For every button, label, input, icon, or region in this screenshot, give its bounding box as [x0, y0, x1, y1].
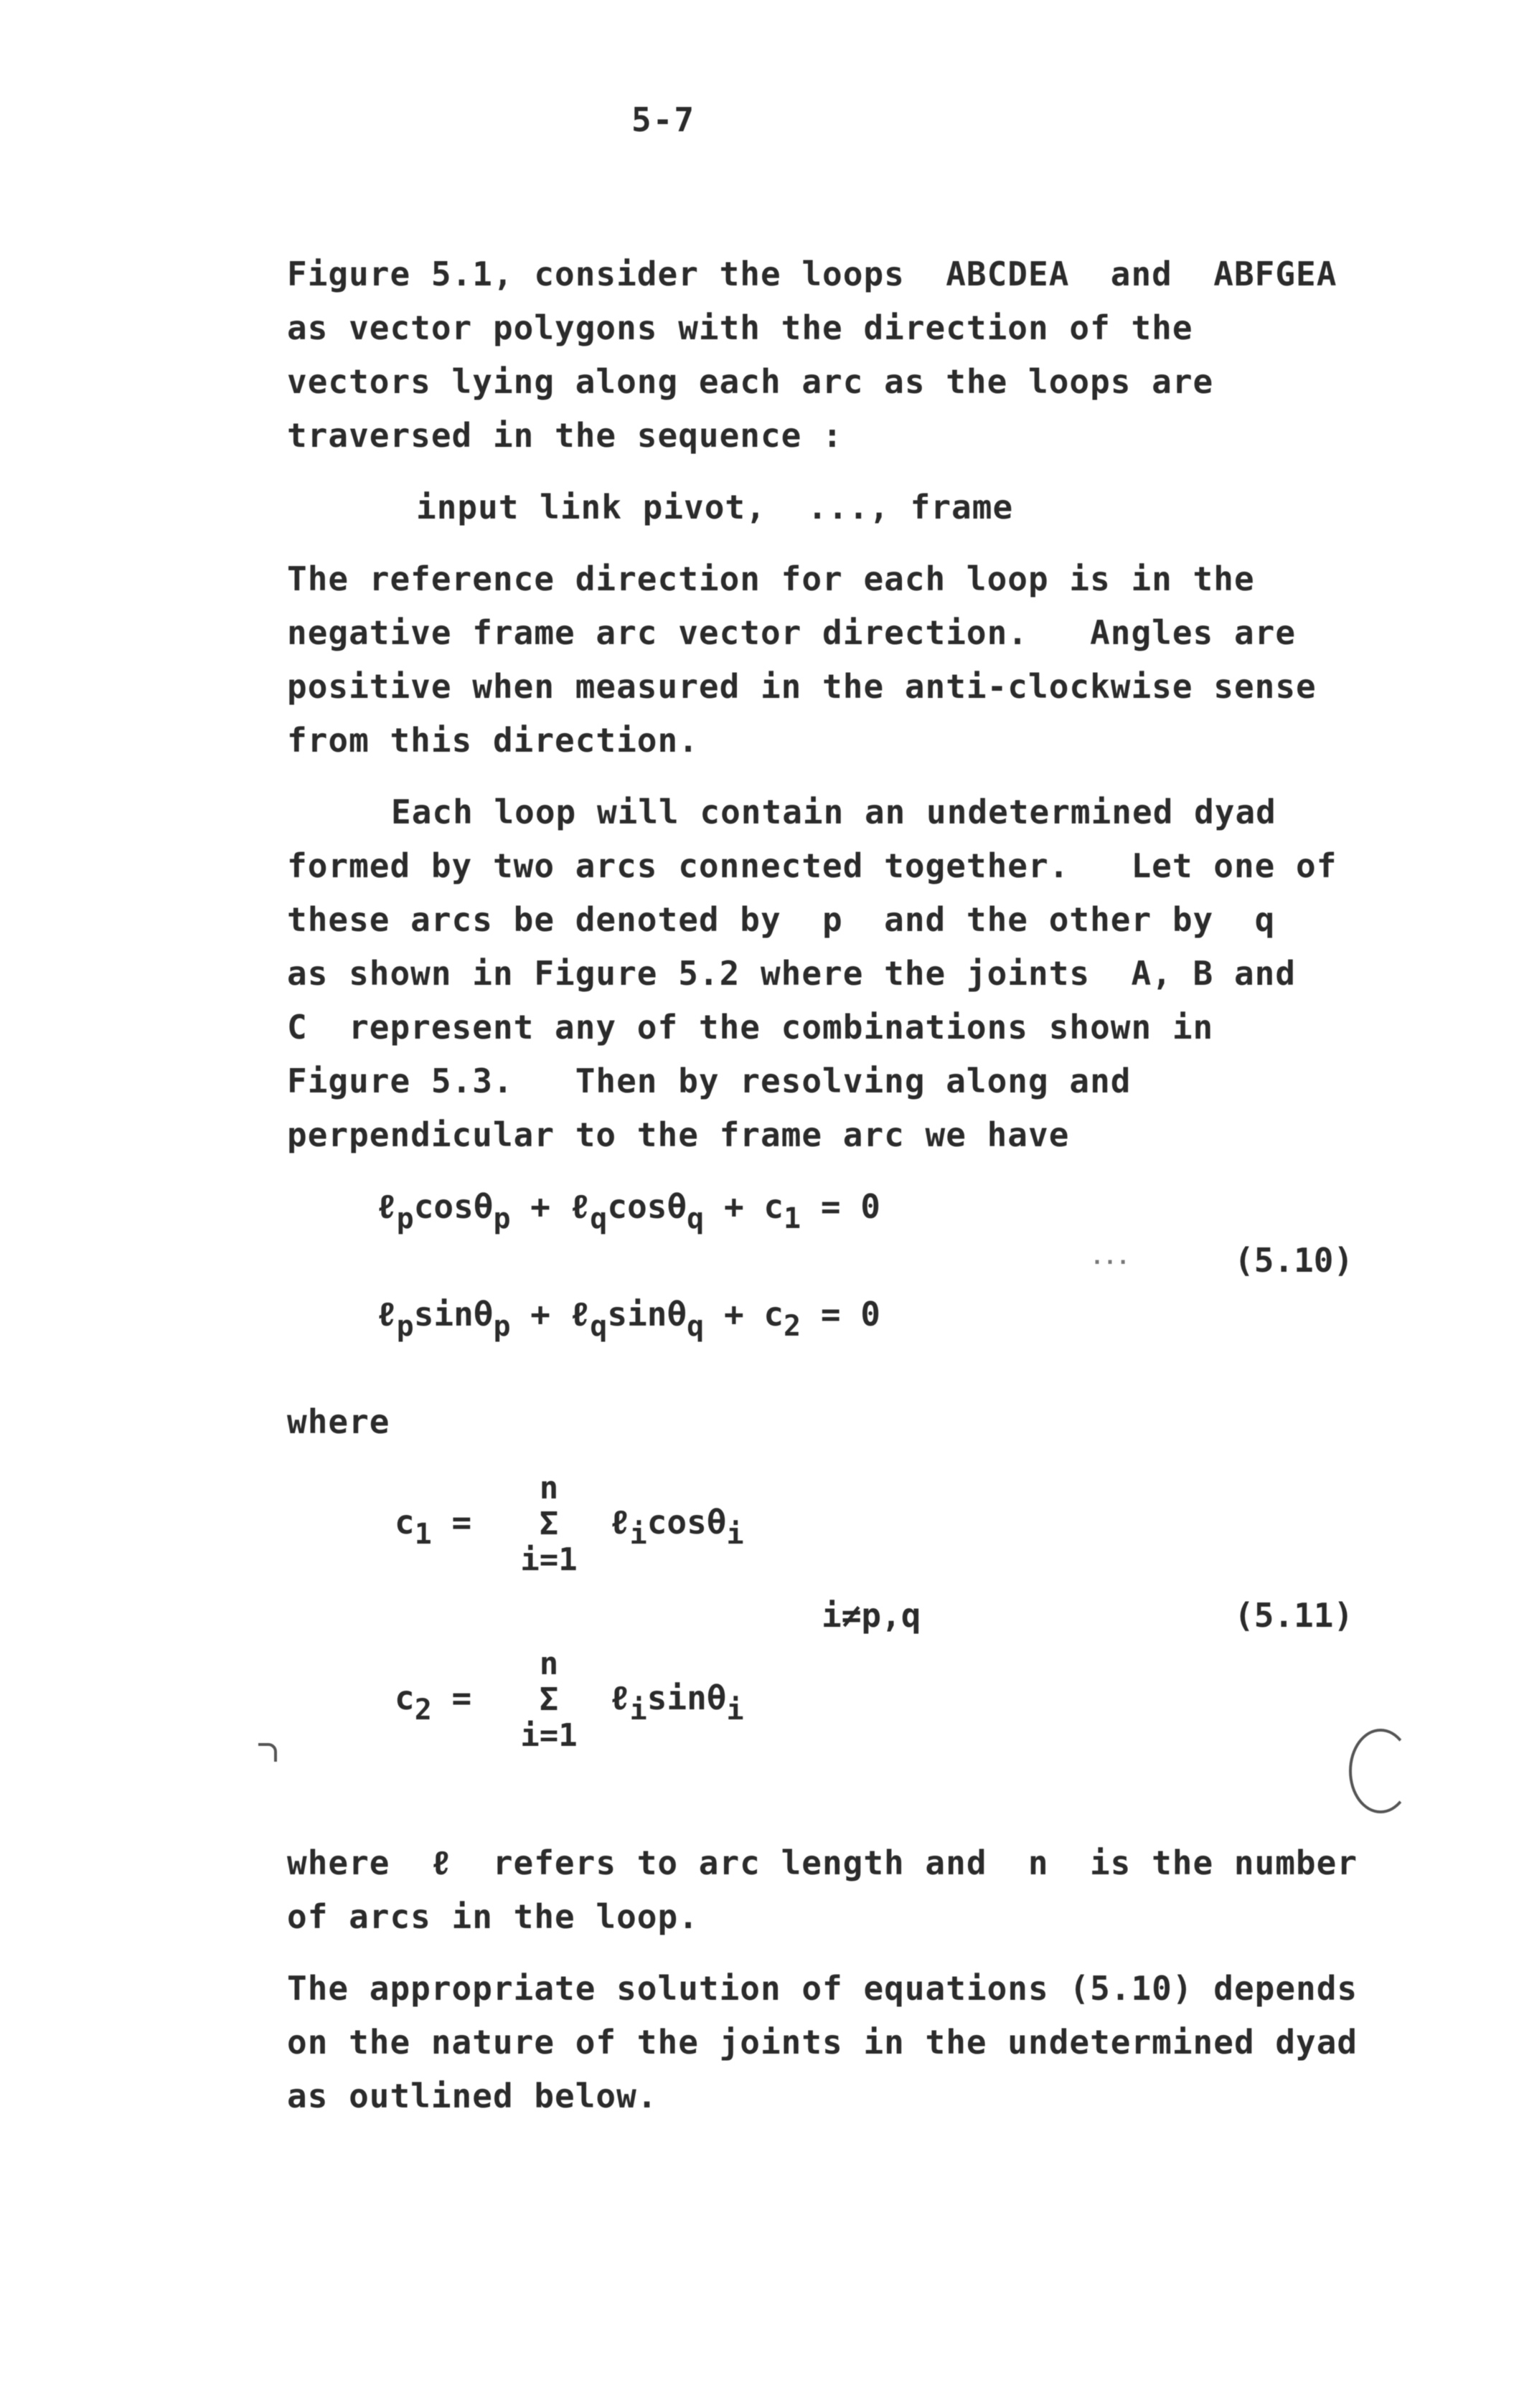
para2-line-1: The reference direction for each loop is in the: [287, 559, 1255, 598]
para5-line-1: The appropriate solution of equations (5.10) depends: [287, 1969, 1358, 2008]
equation-c2-term: ℓ$_i$sinθ$_i$: [610, 1678, 744, 1727]
equation-number-5-10: (5.10): [1234, 1241, 1354, 1280]
para1-line-1: Figure 5.1, consider the loops ABCDEA and ABFGEA: [287, 255, 1337, 293]
para3-line-5: C represent any of the combinations shown in: [287, 1008, 1214, 1047]
equation-number-5-11: (5.11): [1234, 1596, 1354, 1635]
para5-line-3: as outlined below.: [287, 2077, 658, 2115]
para1-line-3: vectors lying along each arc as the loops are: [287, 362, 1214, 401]
para2-line-2: negative frame arc vector direction. Angles are: [287, 613, 1297, 652]
para3-line-2: formed by two arcs connected together. Let one of: [287, 846, 1337, 885]
para2-line-4: from this direction.: [287, 721, 699, 760]
scan-mark-left: [258, 1743, 277, 1762]
para1-line-2: as vector polygons with the direction of the: [287, 308, 1193, 347]
para3-line-4: as shown in Figure 5.2 where the joints A, B and: [287, 954, 1297, 993]
equation-c1-term: ℓ$_i$cosθ$_i$: [610, 1503, 744, 1551]
equation-c1-lhs: $c_1$ =: [395, 1503, 492, 1551]
para5-line-2: on the nature of the joints in the undetermined dyad: [287, 2023, 1358, 2062]
equation-5-10-line-1: ℓ$_p$cosθ$_p$ + ℓ$_q$cosθ$_q$ + $c_1 = 0$: [377, 1187, 880, 1235]
page-number: 5-7: [631, 100, 696, 139]
equation-condition: i≠p,q: [822, 1596, 921, 1635]
para1-line-4: traversed in the sequence :: [287, 416, 843, 455]
where-label: where: [287, 1402, 390, 1441]
para3-line-1: Each loop will contain an undetermined dyad: [391, 793, 1276, 831]
para4-line-2: of arcs in the loop.: [287, 1897, 699, 1936]
para4-line-1: where ℓ refers to arc length and n is the number: [287, 1843, 1358, 1882]
sum-symbol-c2: n Σ i=1: [520, 1646, 578, 1754]
para3-line-3: these arcs be denoted by p and the other by q: [287, 900, 1276, 939]
para3-line-6: Figure 5.3. Then by resolving along and: [287, 1062, 1132, 1100]
equation-c2-lhs: $c_2$ =: [395, 1678, 492, 1727]
sequence-line: input link pivot, ..., frame: [416, 488, 1014, 527]
para3-line-7: perpendicular to the frame arc we have: [287, 1115, 1070, 1154]
scan-mark-right: [1349, 1729, 1412, 1813]
equation-5-10-line-2: ℓ$_p$sinθ$_p$ + ℓ$_q$sinθ$_q$ + $c_2 = 0$: [377, 1295, 880, 1343]
para2-line-3: positive when measured in the anti-clockwise sense: [287, 667, 1317, 706]
equation-dots: ...: [1091, 1245, 1130, 1270]
sum-symbol-c1: n Σ i=1: [520, 1470, 578, 1578]
